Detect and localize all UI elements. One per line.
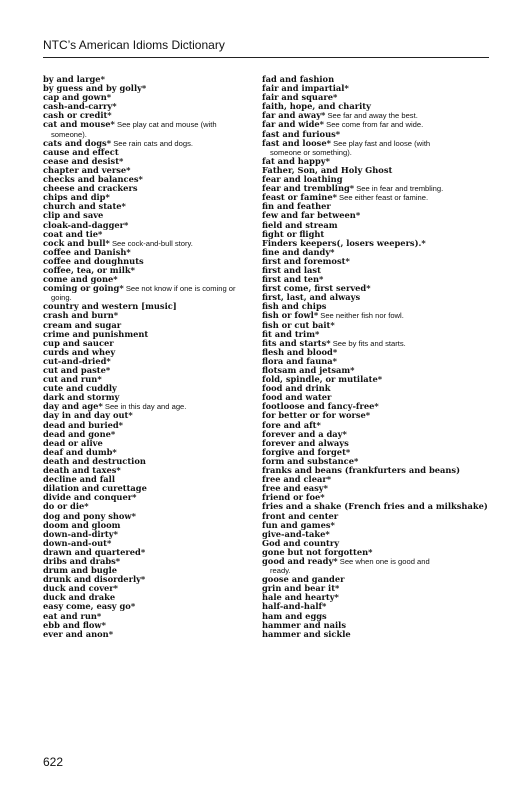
idiom-headword: down-and-dirty* — [43, 528, 118, 539]
idiom-headword: first, last, and always — [262, 292, 361, 303]
idiom-headword: fear and loathing — [262, 174, 343, 185]
idiom-headword: forgive and forget* — [262, 446, 351, 457]
idiom-headword: chips and dip* — [43, 192, 110, 203]
idiom-headword: cap and gown* — [43, 92, 112, 103]
idiom-headword: ever and anon* — [43, 628, 114, 639]
idiom-headword: death and destruction — [43, 455, 146, 466]
idiom-headword: dribs and drabs* — [43, 555, 121, 566]
page-number: 622 — [43, 755, 64, 769]
idiom-headword: dilation and curettage — [43, 483, 147, 494]
idiom-headword: cash-and-carry* — [43, 101, 117, 112]
idiom-headword: food and water — [262, 392, 332, 403]
idiom-headword: day in and day out* — [43, 410, 133, 421]
idiom-entry — [262, 139, 490, 157]
idiom-headword: coming or going* — [43, 283, 124, 294]
idiom-headword: grin and bear it* — [262, 583, 340, 594]
idiom-entry — [262, 630, 490, 639]
idiom-headword: goose and gander — [262, 574, 345, 585]
cross-reference-continuation: someone). — [51, 129, 87, 139]
idiom-entry — [43, 284, 265, 302]
idiom-headword: flotsam and jetsam* — [262, 365, 355, 375]
idiom-headword: duck and drake — [43, 592, 116, 603]
idiom-headword: death and taxes* — [43, 465, 121, 476]
idiom-headword: cash or credit* — [43, 110, 112, 121]
idiom-headword: cease and desist* — [43, 155, 124, 166]
idiom-headword: day and age* — [43, 401, 103, 412]
idiom-headword: free and easy* — [262, 483, 328, 494]
idiom-headword: come and gone* — [43, 274, 118, 285]
idiom-headword: franks and beans (frankfurters and beans) — [262, 465, 461, 476]
idiom-entry — [43, 120, 265, 138]
cross-reference: See in fear and trembling. — [354, 184, 444, 194]
idiom-headword: fad and fashion — [262, 74, 335, 84]
idiom-headword: hammer and nails — [262, 619, 346, 630]
idiom-headword: duck and cover* — [43, 583, 119, 594]
idiom-headword: fine and dandy* — [262, 246, 335, 257]
idiom-headword: gone but not forgotten* — [262, 546, 373, 557]
idiom-headword: friend or foe* — [262, 492, 325, 503]
idiom-headword: deaf and dumb* — [43, 446, 117, 457]
idiom-headword: fore and aft* — [262, 419, 321, 430]
cross-reference: See neither fish nor fowl. — [318, 311, 404, 321]
idiom-headword: drunk and disorderly* — [43, 574, 146, 585]
idiom-headword: God and country — [262, 537, 340, 548]
idiom-headword: front and center — [262, 510, 339, 521]
idiom-headword: clip and save — [43, 210, 104, 221]
idiom-headword: down-and-out* — [43, 537, 112, 548]
idiom-headword: cheese and crackers — [43, 183, 138, 194]
cross-reference: See far and away the best. — [325, 111, 418, 121]
idiom-headword: fear and trembling* — [262, 183, 355, 194]
idiom-headword: fast and loose* — [262, 137, 331, 148]
idiom-headword: cut and run* — [43, 374, 102, 385]
idiom-headword: by and large* — [43, 74, 105, 84]
cross-reference-continuation: going. — [51, 293, 72, 303]
idiom-headword: drawn and quartered* — [43, 546, 146, 557]
cross-reference: See cock-and-bull story. — [109, 238, 193, 248]
idiom-headword: crime and punishment — [43, 328, 149, 339]
idiom-headword: cloak-and-dagger* — [43, 219, 129, 230]
idiom-headword: flora and fauna* — [262, 355, 338, 366]
idiom-headword: cream and sugar — [43, 319, 122, 330]
idiom-headword: fat and happy* — [262, 155, 330, 166]
idiom-headword: ebb and flow* — [43, 619, 106, 630]
idiom-headword: fits and starts* — [262, 337, 331, 348]
idiom-entry — [43, 630, 265, 639]
idiom-headword: Finders keepers(, losers weepers).* — [262, 237, 426, 248]
idiom-headword: fair and impartial* — [262, 83, 349, 94]
idiom-headword: far and away* — [262, 110, 326, 121]
idiom-headword: fast and furious* — [262, 128, 341, 139]
cross-reference: See come from far and wide. — [324, 120, 424, 130]
idiom-headword: few and far between* — [262, 210, 361, 221]
idiom-headword: flesh and blood* — [262, 346, 338, 357]
idiom-headword: fun and games* — [262, 519, 335, 530]
idiom-headword: curds and whey — [43, 346, 116, 357]
idiom-headword: dog and pony show* — [43, 510, 136, 521]
idiom-headword: hale and hearty* — [262, 592, 339, 603]
idiom-headword: first come, first served* — [262, 283, 371, 294]
idiom-headword: fish or cut bait* — [262, 319, 335, 330]
cross-reference-continuation: someone or something). — [270, 147, 352, 157]
idiom-headword: drum and bugle — [43, 565, 118, 576]
idiom-headword: first and foremost* — [262, 255, 350, 266]
cross-reference: See not know if one is coming or — [123, 284, 236, 294]
idiom-headword: checks and balances* — [43, 174, 143, 185]
idiom-headword: field and stream — [262, 219, 338, 230]
idiom-headword: coffee and Danish* — [43, 246, 131, 257]
idiom-headword: chapter and verse* — [43, 164, 131, 175]
idiom-headword: cute and cuddly — [43, 383, 117, 394]
idiom-headword: cause and effect — [43, 146, 119, 157]
cross-reference: See when one is good and — [337, 556, 430, 566]
idiom-headword: decline and fall — [43, 474, 115, 485]
idiom-headword: feast or famine* — [262, 192, 337, 203]
cross-reference: See play cat and mouse (with — [114, 120, 217, 130]
idiom-headword: fair and square* — [262, 92, 338, 103]
idiom-headword: faith, hope, and charity — [262, 101, 371, 112]
idiom-headword: coffee, tea, or milk* — [43, 264, 135, 275]
cross-reference-continuation: ready. — [270, 566, 291, 576]
running-head: NTC’s American Idioms Dictionary — [43, 38, 225, 52]
cross-reference: See either feast or famine. — [336, 193, 429, 203]
cross-reference: See play fast and loose (with — [330, 138, 431, 148]
idiom-headword: dead and buried* — [43, 419, 124, 430]
idiom-headword: cut-and-dried* — [43, 355, 111, 366]
idiom-headword: cock and bull* — [43, 237, 110, 248]
idiom-headword: form and substance* — [262, 455, 359, 466]
idiom-headword: cup and saucer — [43, 337, 114, 348]
idiom-headword: dead and gone* — [43, 428, 116, 439]
cross-reference: See rain cats and dogs. — [111, 138, 193, 148]
idiom-headword: coat and tie* — [43, 228, 103, 239]
left-column — [43, 75, 265, 639]
idiom-headword: forever and a day* — [262, 428, 347, 439]
idiom-entry — [262, 557, 490, 575]
idiom-headword: easy come, easy go* — [43, 601, 136, 612]
idiom-headword: fish and chips — [262, 301, 327, 312]
idiom-headword: eat and run* — [43, 610, 102, 621]
idiom-headword: dead or alive — [43, 437, 103, 448]
idiom-headword: fin and feather — [262, 201, 331, 212]
cross-reference: See by fits and starts. — [330, 338, 406, 348]
idiom-headword: cat and mouse* — [43, 119, 115, 130]
idiom-headword: fit and trim* — [262, 328, 320, 339]
idiom-headword: fries and a shake (French fries and a milkshake) — [262, 501, 488, 512]
idiom-headword: church and state* — [43, 201, 126, 212]
idiom-headword: give-and-take* — [262, 528, 330, 539]
idiom-headword: far and wide* — [262, 119, 325, 130]
cross-reference: See in this day and age. — [102, 402, 187, 412]
idiom-headword: first and ten* — [262, 274, 324, 285]
idiom-headword: coffee and doughnuts — [43, 255, 144, 266]
idiom-headword: country and western [music] — [43, 301, 177, 312]
idiom-headword: ham and eggs — [262, 610, 327, 621]
idiom-headword: hammer and sickle — [262, 628, 351, 639]
idiom-headword: crash and burn* — [43, 310, 119, 321]
idiom-headword: fish or fowl* — [262, 310, 319, 321]
idiom-headword: cut and paste* — [43, 365, 111, 375]
idiom-headword: footloose and fancy-free* — [262, 401, 379, 412]
idiom-headword: forever and always — [262, 437, 349, 448]
idiom-headword: half-and-half* — [262, 601, 327, 612]
header-rule — [43, 57, 489, 58]
idiom-headword: do or die* — [43, 501, 89, 512]
idiom-headword: Father, Son, and Holy Ghost — [262, 164, 393, 175]
idiom-headword: fold, spindle, or mutilate* — [262, 374, 383, 385]
idiom-headword: for better or for worse* — [262, 410, 371, 421]
idiom-headword: dark and stormy — [43, 392, 120, 403]
idiom-headword: fight or flight — [262, 228, 325, 239]
right-column — [262, 75, 490, 639]
idiom-headword: doom and gloom — [43, 519, 121, 530]
idiom-headword: cats and dogs* — [43, 137, 112, 148]
idiom-headword: divide and conquer* — [43, 492, 137, 503]
idiom-headword: food and drink — [262, 383, 331, 394]
idiom-headword: by guess and by golly* — [43, 83, 147, 94]
idiom-headword: good and ready* — [262, 555, 338, 566]
idiom-headword: free and clear* — [262, 474, 332, 485]
idiom-headword: first and last — [262, 264, 321, 275]
